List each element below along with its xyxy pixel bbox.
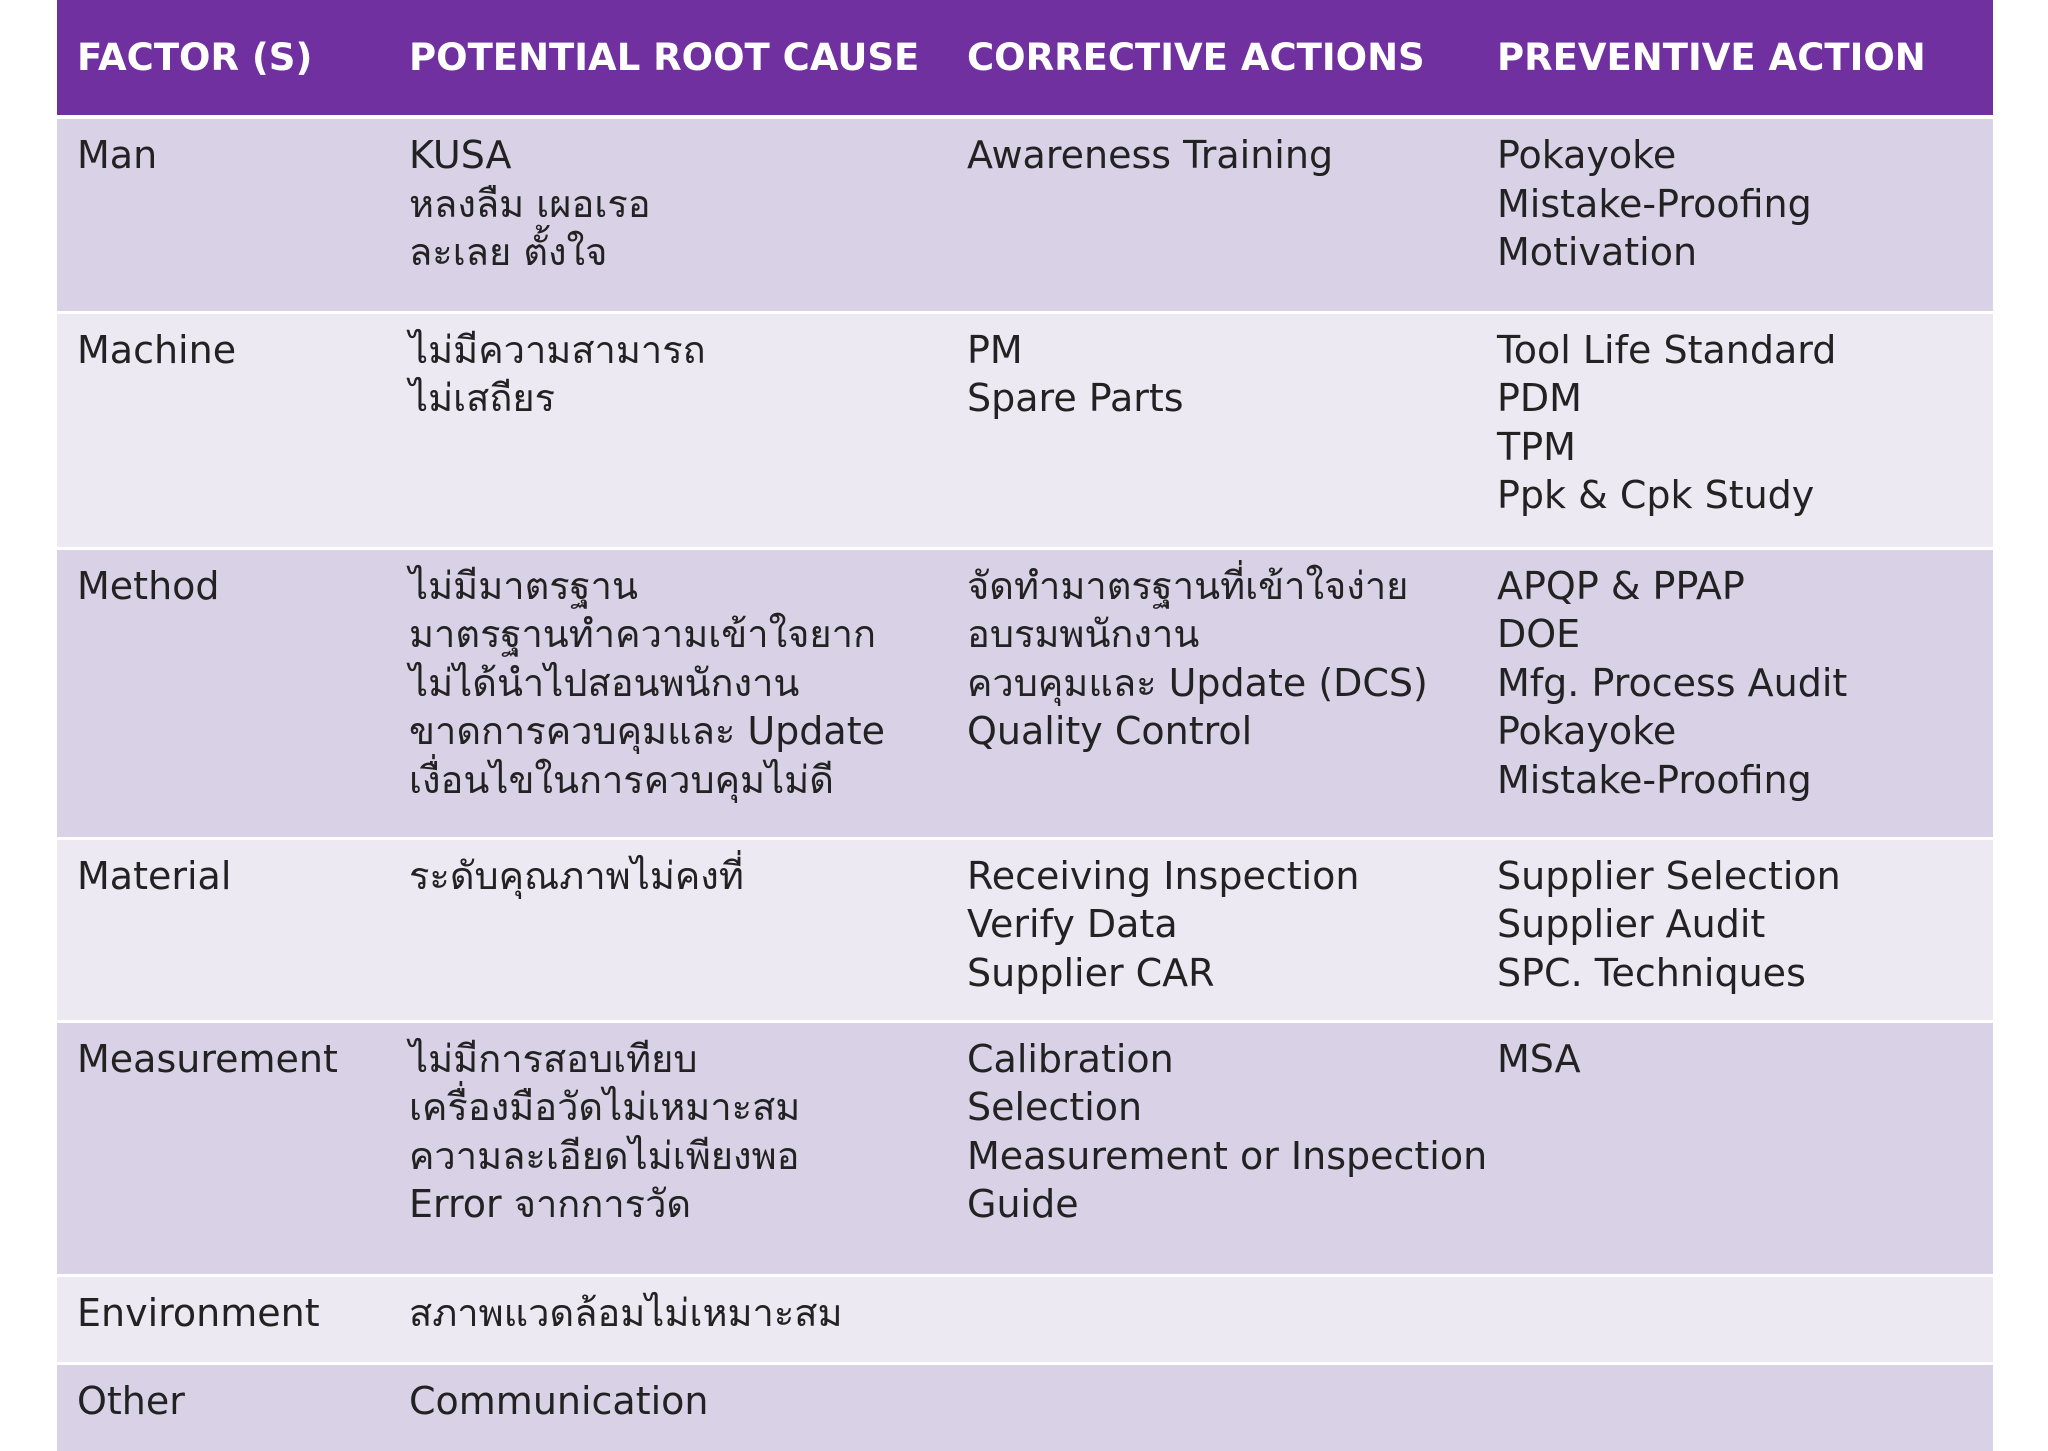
cell-line: Measurement or Inspection	[967, 1133, 1488, 1178]
factor-cell	[57, 1363, 389, 1451]
cell-line: Motivation	[1497, 230, 1698, 274]
root-cause-cell	[389, 548, 947, 838]
root-cause-cell	[389, 1363, 947, 1451]
corrective-actions-cell	[947, 1021, 1488, 1275]
corrective-actions-cell	[947, 312, 1477, 548]
cell-line: Supplier Selection	[1497, 853, 1841, 898]
cell-line: TPM	[1497, 424, 1576, 469]
preventive-action-cell	[1477, 838, 1993, 1021]
preventive-action-cell	[1477, 117, 1993, 312]
factor-label: Environment	[77, 1290, 320, 1335]
root-cause-cell	[389, 117, 947, 312]
cell-line: DOE	[1497, 612, 1581, 656]
cell-line: Verify Data	[967, 902, 1178, 946]
cell-line: หลงลืม เผอเรอ	[409, 181, 651, 226]
cell-line: APQP & PPAP	[1497, 563, 1745, 608]
cell-line: ควบคุมและ Update (DCS)	[967, 660, 1428, 705]
factor-label: Machine	[77, 327, 237, 372]
cell-line: Calibration	[967, 1036, 1174, 1081]
preventive-action-cell	[1477, 312, 1993, 548]
table-row	[57, 1021, 1993, 1275]
preventive-action-cell	[1477, 1021, 1993, 1275]
cell-line: PM	[967, 327, 1023, 372]
cell-line: สภาพแวดล้อมไม่เหมาะสม	[409, 1290, 843, 1335]
cell-line: Selection	[967, 1085, 1143, 1129]
root-cause-cell	[389, 312, 947, 548]
cell-line: Mfg. Process Audit	[1497, 660, 1848, 705]
cell-line: Supplier CAR	[967, 950, 1215, 995]
header-root-cause: POTENTIAL ROOT CAUSE	[389, 0, 947, 117]
cell-line: ละเลย ตั้งใจ	[409, 230, 608, 274]
corrective-actions-cell	[947, 548, 1477, 838]
table-header-row	[57, 0, 1993, 117]
table-row	[57, 117, 1993, 312]
cell-line: Quality Control	[967, 709, 1253, 753]
cell-line: ไม่เสถียร	[409, 376, 556, 420]
cell-line: ระดับคุณภาพไม่คงที่	[409, 853, 744, 898]
factor-label: Other	[77, 1378, 185, 1423]
cell-line: ไม่มีการสอบเทียบ	[409, 1036, 698, 1081]
cell-line: ไม่มีมาตรฐาน	[409, 563, 638, 608]
preventive-action-cell	[1477, 1275, 1993, 1363]
cell-line: Supplier Audit	[1497, 902, 1766, 946]
factor-cell	[57, 1021, 389, 1275]
cell-line: จัดทำมาตรฐานที่เข้าใจง่าย	[967, 563, 1409, 608]
factor-cell	[57, 312, 389, 548]
cell-line: เครื่องมือวัดไม่เหมาะสม	[409, 1085, 801, 1129]
preventive-action-cell	[1477, 548, 1993, 838]
header-preventive-action: PREVENTIVE ACTION	[1477, 0, 1993, 117]
factor-label: Measurement	[77, 1036, 338, 1081]
cell-line: Guide	[967, 1182, 1079, 1226]
fmea-table-container	[57, 0, 1993, 1451]
corrective-actions-cell	[947, 117, 1477, 312]
factor-cell	[57, 117, 389, 312]
root-cause-cell	[389, 1021, 947, 1275]
cell-line: เงื่อนไขในการควบคุมไม่ดี	[409, 757, 834, 802]
corrective-actions-cell	[947, 1363, 1477, 1451]
cell-line: Awareness Training	[967, 133, 1334, 177]
cell-line: ความละเอียดไม่เพียงพอ	[409, 1133, 800, 1178]
cell-line: PDM	[1497, 376, 1582, 420]
root-cause-action-table	[57, 0, 1993, 1451]
corrective-actions-cell	[947, 1275, 1477, 1363]
table-row	[57, 312, 1993, 548]
cell-line: Communication	[409, 1378, 709, 1423]
root-cause-cell	[389, 838, 947, 1021]
factor-label: Material	[77, 853, 232, 898]
cell-line: KUSA	[409, 133, 512, 177]
cell-line: มาตรฐานทำความเข้าใจยาก	[409, 612, 877, 656]
root-cause-cell	[389, 1275, 947, 1363]
table-body	[57, 117, 1993, 1451]
cell-line: ขาดการควบคุมและ Update	[409, 709, 885, 753]
preventive-action-cell	[1477, 1363, 1993, 1451]
cell-line: Receiving Inspection	[967, 853, 1360, 898]
factor-cell	[57, 838, 389, 1021]
cell-line: Spare Parts	[967, 376, 1184, 420]
factor-cell	[57, 1275, 389, 1363]
cell-line: MSA	[1497, 1036, 1581, 1081]
cell-line: ไม่ได้นำไปสอนพนักงาน	[409, 660, 800, 705]
cell-line: Pokayoke	[1497, 709, 1677, 753]
cell-line: Ppk & Cpk Study	[1497, 473, 1815, 517]
cell-line: Pokayoke	[1497, 133, 1677, 177]
table-row	[57, 1275, 1993, 1363]
factor-label: Man	[77, 133, 158, 177]
cell-line: SPC. Techniques	[1497, 950, 1806, 995]
header-corrective-actions: CORRECTIVE ACTIONS	[947, 0, 1477, 117]
table-row	[57, 1363, 1993, 1451]
corrective-actions-cell	[947, 838, 1477, 1021]
cell-line: Error จากการวัด	[409, 1182, 692, 1226]
header-factor: FACTOR (S)	[57, 0, 389, 117]
cell-line: Mistake-Proofing	[1497, 181, 1812, 226]
cell-line: ไม่มีความสามารถ	[409, 327, 706, 372]
cell-line: อบรมพนักงาน	[967, 612, 1200, 656]
cell-line: Tool Life Standard	[1497, 327, 1837, 372]
cell-line: Mistake-Proofing	[1497, 757, 1812, 802]
factor-label: Method	[77, 563, 220, 608]
factor-cell	[57, 548, 389, 838]
table-row	[57, 838, 1993, 1021]
table-row	[57, 548, 1993, 838]
